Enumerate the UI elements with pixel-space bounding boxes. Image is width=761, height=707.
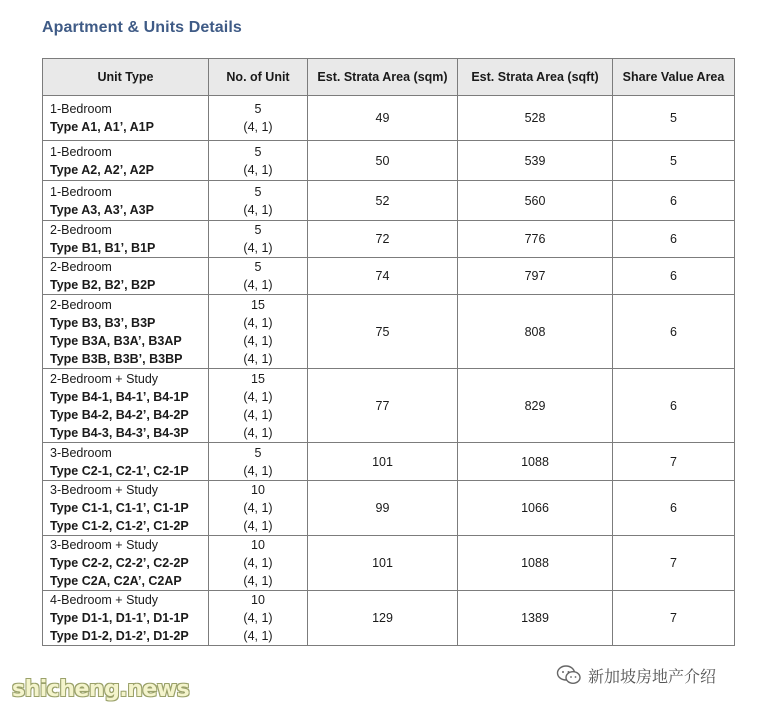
- unit-count-cell: [209, 141, 308, 181]
- area-sqm-cell: 50: [308, 141, 458, 181]
- share-value-cell: 6: [613, 369, 735, 443]
- units-table: [42, 58, 735, 646]
- unit-count: 5: [254, 144, 262, 159]
- unit-count: 10: [251, 538, 265, 552]
- unit-type-code: Type B4-1, B4-1’, B4-1P: [50, 389, 189, 404]
- unit-type-title: 2-Bedroom: [50, 297, 112, 312]
- area-sqft-cell: 797: [458, 258, 613, 295]
- unit-count-split: (4, 1): [243, 519, 273, 533]
- unit-count-split: (4, 1): [243, 501, 273, 515]
- unit-type-cell: [43, 591, 209, 646]
- unit-type-code: Type A2, A2’, A2P: [50, 162, 154, 177]
- unit-count-split: (4, 1): [243, 611, 273, 625]
- share-value-cell: 7: [613, 591, 735, 646]
- site-watermark: shicheng.news: [12, 677, 190, 702]
- area-sqft-cell: 1088: [458, 536, 613, 591]
- unit-count: 10: [251, 483, 265, 497]
- header-no-of-unit: No. of Unit: [209, 59, 308, 96]
- unit-type-code: Type B3B, B3B’, B3BP: [50, 351, 183, 366]
- share-value-cell: 6: [613, 258, 735, 295]
- unit-count-cell: [209, 481, 308, 536]
- area-sqm-cell: 49: [308, 96, 458, 141]
- unit-type-title: 1-Bedroom: [50, 102, 112, 116]
- unit-count: 10: [251, 593, 265, 607]
- unit-type-title: 2-Bedroom: [50, 223, 112, 237]
- header-area-sqft: Est. Strata Area (sqft): [458, 59, 613, 96]
- unit-count-split: (4, 1): [243, 463, 273, 478]
- area-sqm-cell: 52: [308, 181, 458, 221]
- unit-type-code: Type C2-2, C2-2’, C2-2P: [50, 556, 189, 570]
- unit-count-split: (4, 1): [243, 389, 273, 404]
- header-area-sqm: Est. Strata Area (sqm): [308, 59, 458, 96]
- share-value-cell: 6: [613, 481, 735, 536]
- table-row: [43, 96, 735, 141]
- unit-count-split: (4, 1): [243, 241, 273, 255]
- unit-type-cell: [43, 141, 209, 181]
- area-sqft-cell: 528: [458, 96, 613, 141]
- page-title: Apartment & Units Details: [42, 19, 242, 36]
- header-share-value: Share Value Area: [613, 59, 735, 96]
- table-header-row: [43, 59, 735, 96]
- unit-count-cell: [209, 258, 308, 295]
- table-row: [43, 369, 735, 443]
- share-value-cell: 6: [613, 221, 735, 258]
- wechat-account-name: 新加坡房地产介绍: [588, 666, 717, 686]
- area-sqm-cell: 101: [308, 443, 458, 481]
- unit-count-split: (4, 1): [243, 315, 273, 330]
- unit-type-cell: [43, 443, 209, 481]
- unit-count-cell: [209, 369, 308, 443]
- area-sqft-cell: 808: [458, 295, 613, 369]
- share-value-cell: 5: [613, 96, 735, 141]
- table-body: [43, 96, 735, 646]
- unit-type-code: Type B3, B3’, B3P: [50, 315, 156, 330]
- unit-count-split: (4, 1): [243, 162, 273, 177]
- unit-type-title: 2-Bedroom: [50, 260, 112, 274]
- unit-count: 5: [254, 445, 262, 460]
- area-sqm-cell: 74: [308, 258, 458, 295]
- unit-count-split: (4, 1): [243, 574, 273, 588]
- share-value-cell: 7: [613, 443, 735, 481]
- unit-count-cell: [209, 221, 308, 258]
- area-sqft-cell: 560: [458, 181, 613, 221]
- unit-type-code: Type C2A, C2A’, C2AP: [50, 574, 182, 588]
- unit-count-cell: [209, 591, 308, 646]
- area-sqft-cell: 1389: [458, 591, 613, 646]
- unit-type-title: 4-Bedroom + Study: [50, 593, 159, 607]
- header-unit-type: Unit Type: [43, 59, 209, 96]
- area-sqft-cell: 1066: [458, 481, 613, 536]
- unit-count-cell: [209, 295, 308, 369]
- unit-type-code: Type D1-2, D1-2’, D1-2P: [50, 629, 189, 643]
- unit-type-title: 3-Bedroom + Study: [50, 483, 159, 497]
- unit-type-code: Type C1-1, C1-1’, C1-1P: [50, 501, 189, 515]
- share-value-cell: 6: [613, 295, 735, 369]
- unit-count-split: (4, 1): [243, 407, 273, 422]
- unit-count-split: (4, 1): [243, 425, 273, 440]
- unit-type-cell: [43, 258, 209, 295]
- unit-count: 5: [254, 223, 262, 237]
- area-sqm-cell: 129: [308, 591, 458, 646]
- unit-type-cell: [43, 369, 209, 443]
- unit-type-title: 3-Bedroom + Study: [50, 538, 159, 552]
- unit-type-code: Type B1, B1’, B1P: [50, 241, 156, 255]
- wechat-account-mark: [556, 661, 741, 689]
- unit-type-title: 3-Bedroom: [50, 445, 112, 460]
- table-row: [43, 295, 735, 369]
- unit-count: 5: [254, 260, 262, 274]
- area-sqft-cell: 776: [458, 221, 613, 258]
- area-sqft-cell: 829: [458, 369, 613, 443]
- unit-type-cell: [43, 295, 209, 369]
- unit-type-cell: [43, 181, 209, 221]
- unit-type-code: Type D1-1, D1-1’, D1-1P: [50, 611, 189, 625]
- table-row: [43, 481, 735, 536]
- unit-type-code: Type C2-1, C2-1’, C2-1P: [50, 463, 189, 478]
- table-row: [43, 181, 735, 221]
- unit-count: 15: [251, 297, 265, 312]
- unit-count: 5: [254, 102, 262, 116]
- share-value-cell: 6: [613, 181, 735, 221]
- area-sqm-cell: 75: [308, 295, 458, 369]
- area-sqft-cell: 539: [458, 141, 613, 181]
- unit-count-cell: [209, 96, 308, 141]
- unit-count-split: (4, 1): [243, 629, 273, 643]
- unit-type-code: Type B3A, B3A’, B3AP: [50, 333, 182, 348]
- unit-type-code: Type A1, A1’, A1P: [50, 120, 154, 134]
- unit-count: 15: [251, 371, 265, 386]
- unit-type-code: Type B4-3, B4-3’, B4-3P: [50, 425, 189, 440]
- area-sqm-cell: 101: [308, 536, 458, 591]
- unit-count-split: (4, 1): [243, 278, 273, 292]
- unit-count-split: (4, 1): [243, 351, 273, 366]
- unit-count-cell: [209, 181, 308, 221]
- unit-count-split: (4, 1): [243, 556, 273, 570]
- unit-count: 5: [254, 184, 262, 199]
- unit-count-cell: [209, 443, 308, 481]
- unit-type-cell: [43, 481, 209, 536]
- table-row: [43, 141, 735, 181]
- area-sqm-cell: 72: [308, 221, 458, 258]
- unit-count-cell: [209, 536, 308, 591]
- unit-type-code: Type B4-2, B4-2’, B4-2P: [50, 407, 189, 422]
- table-row: [43, 258, 735, 295]
- unit-type-code: Type A3, A3’, A3P: [50, 202, 154, 217]
- unit-type-cell: [43, 536, 209, 591]
- share-value-cell: 5: [613, 141, 735, 181]
- table-row: [43, 591, 735, 646]
- share-value-cell: 7: [613, 536, 735, 591]
- wechat-icon: [556, 664, 582, 686]
- unit-type-title: 1-Bedroom: [50, 144, 112, 159]
- unit-count-split: (4, 1): [243, 202, 273, 217]
- table-row: [43, 536, 735, 591]
- unit-type-cell: [43, 96, 209, 141]
- area-sqm-cell: 77: [308, 369, 458, 443]
- unit-type-title: 1-Bedroom: [50, 184, 112, 199]
- unit-type-title: 2-Bedroom + Study: [50, 371, 159, 386]
- unit-count-split: (4, 1): [243, 333, 273, 348]
- unit-type-cell: [43, 221, 209, 258]
- unit-type-code: Type C1-2, C1-2’, C1-2P: [50, 519, 189, 533]
- area-sqft-cell: 1088: [458, 443, 613, 481]
- area-sqm-cell: 99: [308, 481, 458, 536]
- table-row: [43, 443, 735, 481]
- unit-type-code: Type B2, B2’, B2P: [50, 278, 156, 292]
- table-row: [43, 221, 735, 258]
- unit-count-split: (4, 1): [243, 120, 273, 134]
